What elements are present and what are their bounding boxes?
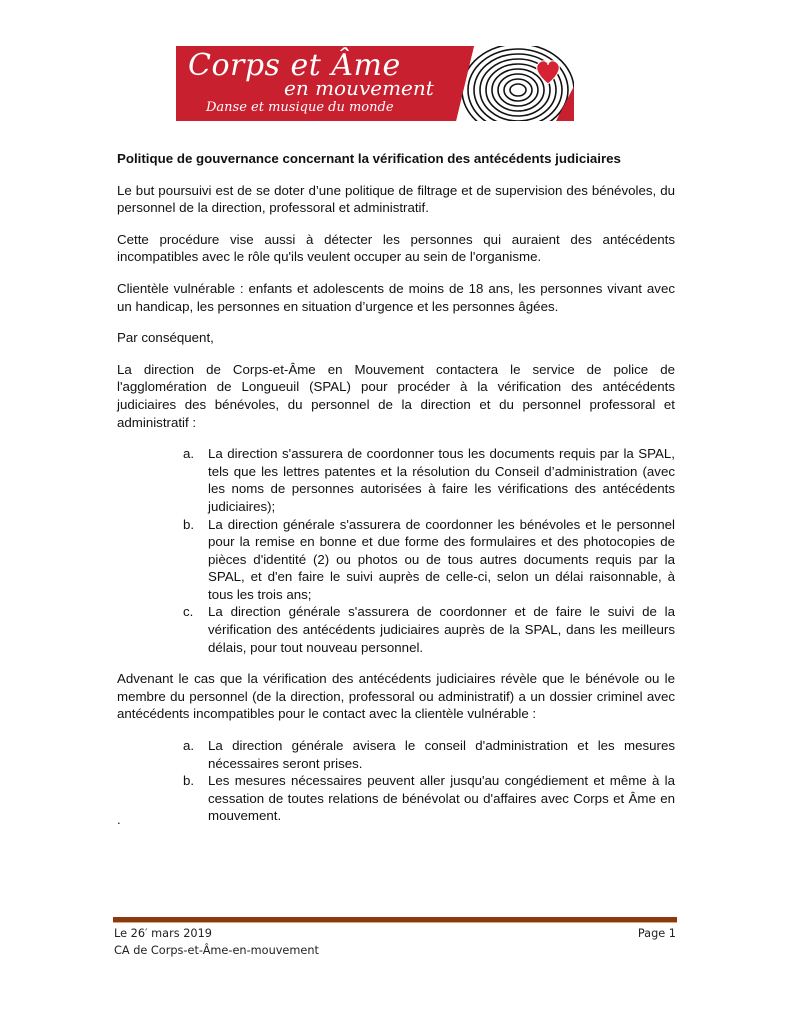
footer-organization: CA de Corps-et-Âme-en-mouvement (114, 944, 319, 957)
list-item (183, 445, 675, 515)
paragraph-if-case: Advenant le cas que la vérification des antécédents judiciaires révèle que le bénévole ou le membre du personnel (de la direction, professoral ou administratif) a un dossier criminel avec antécédents incompatibles pour le contact avec la clientèle vulnérable : (117, 671, 675, 722)
trailing-period: . (117, 812, 121, 827)
list-item-text: La direction générale s'assurera de coordonner les bénévoles et le personnel pour la remise en bonne et due forme des formulaires et des photocopies de pièces d'identité (2) ou photos ou de tous autres documents requis par la SPAL, et d'en faire le suivi auprès de celle-ci, selon un délai raisonnable, à tous les trois ans; (208, 516, 675, 602)
list-item (183, 516, 675, 604)
paragraph-direction: La direction de Corps-et-Âme en Mouvement contactera le service de police de l'agglomération de Longueuil (SPAL) pour procéder à la vérification des antécédents judiciaires des bénévoles, du personnel de la direction et du personnel professoral et administratif : (117, 361, 675, 430)
paragraph-clientele: Clientèle vulnérable : enfants et adolescents de moins de 18 ans, les personnes vivant avec un handicap, les personnes en situation d’urgence et les personnes âgées. (117, 280, 675, 314)
logo-tagline: Danse et musique du monde (206, 100, 394, 115)
list-item-text: La direction s'assurera de coordonner tous les documents requis par la SPAL, tels que les lettres patentes et la résolution du Conseil d’administration (avec les noms de personnes autorisées à faire les vérifications des antécédents judiciaires); (208, 446, 675, 514)
list-item (183, 772, 675, 825)
list-item (183, 603, 675, 656)
footer-page-number: Page 1 (637, 927, 676, 940)
list-item (183, 737, 675, 772)
document-title: Politique de gouvernance concernant la vérification des antécédents judiciaires (117, 151, 621, 166)
footer-date: Le 26′ mars 2019 (114, 927, 212, 940)
logo-banner (176, 46, 574, 121)
document-body (117, 150, 675, 839)
paragraph-consequently: Par conséquent, (117, 330, 214, 346)
list-item-text: La direction générale s'assurera de coordonner et de faire le suivi de la vérification des antécédents judiciaires auprès de la SPAL, dans les meilleurs délais, pour tout nouveau personnel. (208, 604, 675, 655)
list-marker: a. (183, 446, 195, 462)
logo-subtitle: en mouvement (284, 76, 434, 100)
fingerprint-icon (456, 46, 574, 121)
responsibilities-list (117, 445, 675, 656)
measures-list (117, 737, 675, 825)
list-marker: b. (183, 516, 195, 532)
list-item-text: Les mesures nécessaires peuvent aller jusqu'au congédiement et même à la cessation de toutes relations de bénévolat ou d'affaires avec Corps et Âme en mouvement. (208, 773, 675, 824)
list-marker: c. (183, 604, 194, 620)
footer-divider (113, 917, 677, 923)
paragraph-procedure: Cette procédure vise aussi à détecter les personnes qui auraient des antécédents incompatibles avec le rôle qu'ils veulent occuper au sein de l'organisme. (117, 231, 675, 265)
list-item-text: La direction générale avisera le conseil d'administration et les mesures nécessaires seront prises. (208, 738, 675, 771)
list-marker: a. (183, 738, 195, 754)
paragraph-purpose: Le but poursuivi est de se doter d’une politique de filtrage et de supervision des bénévoles, du personnel de la direction, professoral et administratif. (117, 182, 675, 216)
list-marker: b. (183, 773, 195, 789)
logo-title: Corps et Âme (188, 48, 401, 83)
page-footer (114, 925, 676, 959)
